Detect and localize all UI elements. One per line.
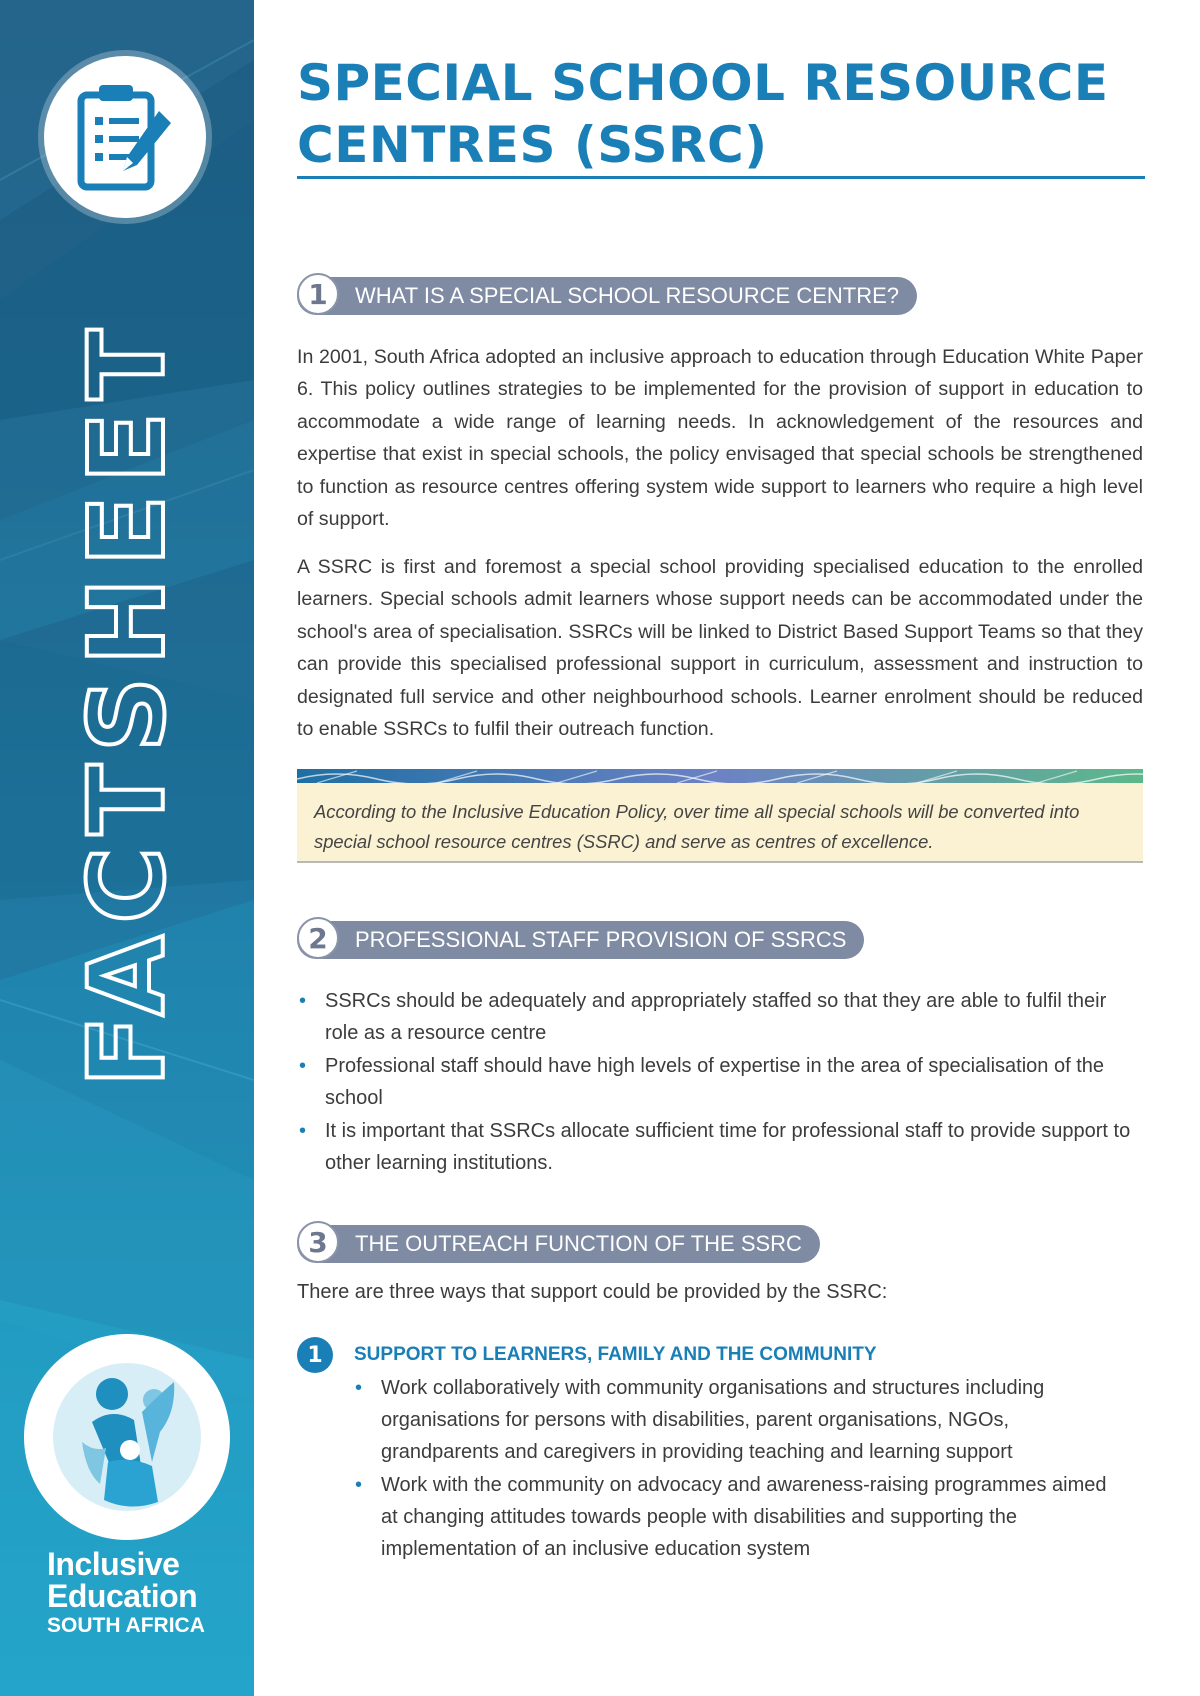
list-item: • SSRCs should be adequately and appropriately staffed so that they are able to fulfil their role as a resource centre (297, 985, 1137, 1049)
list-item: • Work with the community on advocacy and awareness-raising programmes aimed at changing attitudes towards people with disabilities and supporting the implementation of an inclusive education system (353, 1469, 1113, 1565)
section-1-heading (297, 276, 917, 316)
logo-line-1: Inclusive (47, 1546, 180, 1582)
logo-line-3: SOUTH AFRICA (47, 1614, 205, 1637)
section-3-number: 3 (297, 1221, 339, 1263)
inclusive-education-logo (24, 1334, 230, 1540)
factsheet-badge (44, 56, 206, 218)
section-3-title: THE OUTREACH FUNCTION OF THE SSRC (297, 1225, 820, 1263)
list-item: • Work collaboratively with community organisations and structures including organisations for persons with disabilities, parent organisations, NGOs, grandparents and caregivers in providing teaching and learning support (353, 1372, 1113, 1468)
list-item: • Professional staff should have high levels of expertise in the area of specialisation of the school (297, 1050, 1137, 1114)
title-divider (297, 176, 1145, 179)
factsheet-vertical-title: FACTSHEET (66, 317, 188, 1087)
section-2-title: PROFESSIONAL STAFF PROVISION OF SSRCS (297, 921, 864, 959)
section-2-bullet-list (297, 985, 1137, 1180)
callout-pattern-band (297, 769, 1143, 783)
subsection-1-bullet-list (353, 1372, 1113, 1566)
list-item: • It is important that SSRCs allocate sufficient time for professional staff to provide support to other learning institutions. (297, 1115, 1137, 1179)
page-title-line-2: CENTRES (SSRC) (297, 116, 768, 174)
section-1-number: 1 (297, 273, 339, 315)
policy-callout (297, 769, 1143, 865)
page-title-line-1: SPECIAL SCHOOL RESOURCE (297, 54, 1109, 112)
section-2-heading (297, 920, 864, 960)
family-figures-icon (42, 1352, 212, 1522)
section-3-intro: There are three ways that support could be provided by the SSRC: (297, 1281, 888, 1303)
callout-box (297, 783, 1143, 863)
subsection-1-number: 1 (297, 1337, 333, 1373)
subsection-1-heading (297, 1338, 877, 1372)
section-1-paragraph-1: In 2001, South Africa adopted an inclusive approach to education through Education White Paper 6. This policy outlines strategies to be implemented for the provision of support in education to accommodate a wide range of learning needs. In acknowledgement of the resources and expertise that exist in special schools, the policy envisaged that special schools be strengthened to function as resource centres offering system wide support to learners who require a high level of support. (297, 346, 1143, 531)
logo-wordmark (47, 1548, 237, 1639)
section-2-number: 2 (297, 917, 339, 959)
logo-line-2: Education (47, 1578, 198, 1614)
clipboard-pencil-icon (73, 81, 177, 193)
subsection-1-title: SUPPORT TO LEARNERS, FAMILY AND THE COMMUNITY (354, 1344, 877, 1365)
sidebar (0, 0, 254, 1696)
section-3-heading (297, 1224, 820, 1264)
section-1-title: WHAT IS A SPECIAL SCHOOL RESOURCE CENTRE? (297, 277, 917, 315)
page-title (297, 52, 1145, 176)
callout-text: According to the Inclusive Education Policy, over time all special schools will be converted into special school resource centres (SSRC) and serve as centres of excellence. (314, 801, 1080, 852)
section-1-paragraph-2: A SSRC is first and foremost a special school providing specialised education to the enrolled learners. Special schools admit learners whose support needs can be accommodated under the school's area of specialisation. SSRCs will be linked to District Based Support Teams so that they can provide this specialised professional support in curriculum, assessment and instruction to designated full service and other neighbourhood schools. Learner enrolment should be reduced to enable SSRCs to fulfil their outreach function. (297, 556, 1143, 741)
